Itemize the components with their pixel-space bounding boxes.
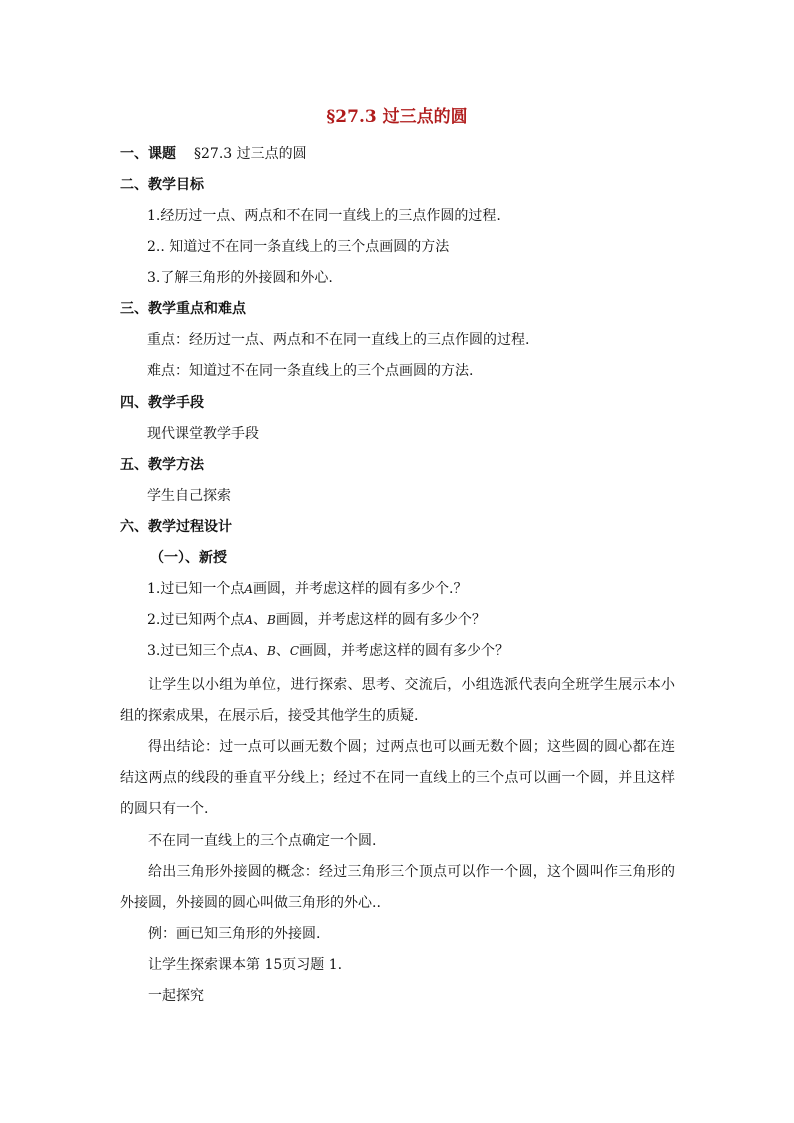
separator: 、: [253, 643, 268, 659]
point-b-label: B: [267, 613, 276, 627]
question-1-pre: 1.过已知一个点: [147, 581, 245, 597]
document-title: §27.3 过三点的圆: [326, 107, 468, 127]
section-2-heading: 二、教学目标: [120, 177, 204, 193]
paragraph-conclusion: 得出结论：过一点可以画无数个圆；过两点也可以画无数个圆；这些圆的圆心都在连结这两点的线段的垂直平分线上；经过不在同一直线上的三个点可以画一个圆，并且这样的圆只有一个.: [120, 739, 675, 817]
section-3-heading: 三、教学重点和难点: [120, 301, 246, 317]
point-c-label: C: [289, 644, 300, 658]
point-a-label: A: [244, 613, 254, 627]
section-4-heading: 四、教学手段: [120, 395, 204, 411]
section-1-heading-line: [120, 143, 307, 165]
paragraph-exercise: 让学生探索课本第 15页习题 1.: [148, 957, 343, 973]
paragraph-circumcircle-definition: 给出三角形外接圆的概念：经过三角形三个顶点可以作一个圆，这个圆叫作三角形的外接圆，外接圆的圆心叫做三角形的外心..: [120, 864, 675, 911]
question-2-pre: 2.过已知两个点: [147, 612, 245, 628]
key-point: 重点：经历过一点、两点和不在同一直线上的三点作圆的过程.: [147, 332, 530, 348]
question-3-post: 画圆，并考虑这样的圆有多少个？: [299, 643, 510, 659]
section-6-heading: 六、教学过程设计: [120, 519, 232, 535]
point-a-label: A: [244, 582, 254, 596]
objective-item-1: 1.经历过一点、两点和不在同一直线上的三点作圆的过程.: [147, 208, 501, 224]
objective-item-3: 3.了解三角形的外接圆和外心.: [147, 270, 333, 286]
objective-item-2: 2.. 知道过不在同一条直线上的三个点画圆的方法: [147, 239, 450, 255]
paragraph-three-points: 不在同一直线上的三个点确定一个圆.: [148, 833, 377, 849]
question-3-pre: 3.过已知三个点: [147, 643, 245, 659]
question-2-post: 画圆，并考虑这样的圆有多少个？: [275, 612, 486, 628]
question-3: [147, 640, 509, 662]
teaching-method: 学生自己探索: [147, 488, 231, 504]
difficult-point: 难点：知道过不在同一条直线上的三个点画圆的方法.: [147, 363, 474, 379]
paragraph-example: 例：画已知三角形的外接圆.: [148, 926, 321, 942]
point-b-label: B: [267, 644, 276, 658]
question-1: [147, 578, 467, 600]
section-1-topic: §27.3 过三点的圆: [194, 146, 307, 162]
paragraph-explore-together: 一起探究: [148, 988, 204, 1004]
separator: 、: [253, 612, 268, 628]
section-5-heading: 五、教学方法: [120, 457, 204, 473]
teaching-means: 现代课堂教学手段: [147, 426, 259, 442]
point-a-label: A: [244, 644, 254, 658]
separator: 、: [275, 643, 290, 659]
question-1-post: 画圆，并考虑这样的圆有多少个.？: [253, 581, 468, 597]
question-2: [147, 609, 486, 631]
section-6-subheading: （一）、新授: [150, 550, 227, 566]
paragraph-group-work: 让学生以小组为单位，进行探索、思考、交流后，小组选派代表向全班学生展示本小组的探索成果，在展示后，接受其他学生的质疑.: [120, 677, 675, 724]
section-1-heading: 一、课题: [120, 146, 176, 162]
